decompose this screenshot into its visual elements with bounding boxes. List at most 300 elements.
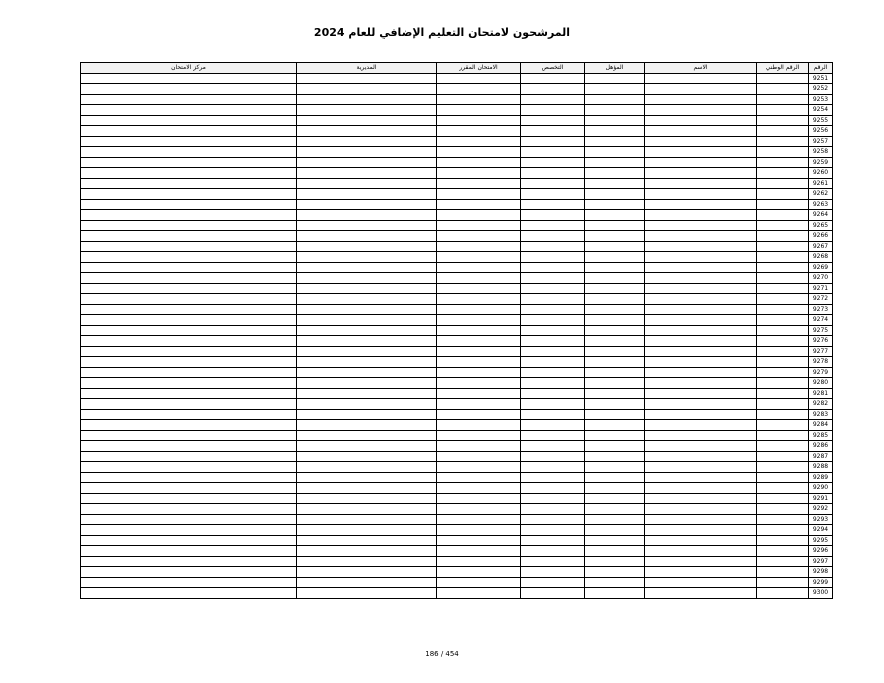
- row-center: [81, 94, 297, 105]
- row-index: 9286: [809, 441, 833, 452]
- row-specialization: [521, 336, 585, 347]
- row-directorate: [297, 115, 437, 126]
- row-national-id: [757, 157, 809, 168]
- row-specialization: [521, 126, 585, 137]
- table-row: [81, 514, 833, 525]
- row-name: [645, 115, 757, 126]
- table-row: [81, 273, 833, 284]
- row-exam: [437, 451, 521, 462]
- row-name: [645, 220, 757, 231]
- table-row: [81, 535, 833, 546]
- row-qualification: [585, 378, 645, 389]
- row-index: 9252: [809, 84, 833, 95]
- row-exam: [437, 514, 521, 525]
- row-qualification: [585, 126, 645, 137]
- row-center: [81, 430, 297, 441]
- row-exam: [437, 493, 521, 504]
- row-index: 9275: [809, 325, 833, 336]
- row-qualification: [585, 409, 645, 420]
- row-national-id: [757, 336, 809, 347]
- row-exam: [437, 199, 521, 210]
- row-center: [81, 189, 297, 200]
- row-qualification: [585, 220, 645, 231]
- row-specialization: [521, 399, 585, 410]
- table-row: [81, 493, 833, 504]
- row-qualification: [585, 420, 645, 431]
- page-number: 186 / 454: [425, 650, 459, 658]
- row-directorate: [297, 73, 437, 84]
- row-specialization: [521, 147, 585, 158]
- row-name: [645, 168, 757, 179]
- row-center: [81, 157, 297, 168]
- row-name: [645, 94, 757, 105]
- row-name: [645, 189, 757, 200]
- row-specialization: [521, 210, 585, 221]
- row-center: [81, 388, 297, 399]
- row-name: [645, 451, 757, 462]
- row-exam: [437, 483, 521, 494]
- row-index: 9263: [809, 199, 833, 210]
- row-specialization: [521, 168, 585, 179]
- row-index: 9262: [809, 189, 833, 200]
- row-index: 9265: [809, 220, 833, 231]
- row-directorate: [297, 147, 437, 158]
- row-qualification: [585, 168, 645, 179]
- row-qualification: [585, 493, 645, 504]
- table-row: [81, 546, 833, 557]
- table-row: [81, 94, 833, 105]
- row-directorate: [297, 493, 437, 504]
- row-directorate: [297, 220, 437, 231]
- row-qualification: [585, 535, 645, 546]
- table-row: [81, 420, 833, 431]
- table-row: [81, 451, 833, 462]
- row-directorate: [297, 105, 437, 116]
- row-national-id: [757, 577, 809, 588]
- row-exam: [437, 252, 521, 263]
- row-center: [81, 556, 297, 567]
- row-specialization: [521, 115, 585, 126]
- table-row: [81, 336, 833, 347]
- table-row: [81, 357, 833, 368]
- row-directorate: [297, 588, 437, 599]
- row-qualification: [585, 430, 645, 441]
- table-row: [81, 567, 833, 578]
- row-index: 9288: [809, 462, 833, 473]
- row-specialization: [521, 588, 585, 599]
- row-index: 9294: [809, 525, 833, 536]
- row-qualification: [585, 273, 645, 284]
- row-index: 9276: [809, 336, 833, 347]
- row-directorate: [297, 472, 437, 483]
- row-qualification: [585, 577, 645, 588]
- row-name: [645, 336, 757, 347]
- row-exam: [437, 210, 521, 221]
- row-qualification: [585, 252, 645, 263]
- row-name: [645, 420, 757, 431]
- row-name: [645, 567, 757, 578]
- row-exam: [437, 430, 521, 441]
- row-name: [645, 546, 757, 557]
- row-index: 9256: [809, 126, 833, 137]
- row-index: 9293: [809, 514, 833, 525]
- row-exam: [437, 189, 521, 200]
- table-row: [81, 126, 833, 137]
- row-name: [645, 210, 757, 221]
- row-national-id: [757, 241, 809, 252]
- row-name: [645, 73, 757, 84]
- row-exam: [437, 315, 521, 326]
- row-name: [645, 273, 757, 284]
- row-national-id: [757, 525, 809, 536]
- row-national-id: [757, 451, 809, 462]
- row-name: [645, 535, 757, 546]
- table-row: [81, 178, 833, 189]
- row-national-id: [757, 388, 809, 399]
- row-national-id: [757, 546, 809, 557]
- row-national-id: [757, 126, 809, 137]
- row-center: [81, 514, 297, 525]
- row-national-id: [757, 252, 809, 263]
- row-specialization: [521, 325, 585, 336]
- row-index: 9279: [809, 367, 833, 378]
- row-qualification: [585, 294, 645, 305]
- row-directorate: [297, 514, 437, 525]
- row-directorate: [297, 367, 437, 378]
- row-name: [645, 157, 757, 168]
- row-exam: [437, 388, 521, 399]
- row-index: 9296: [809, 546, 833, 557]
- row-national-id: [757, 304, 809, 315]
- row-center: [81, 409, 297, 420]
- row-qualification: [585, 462, 645, 473]
- row-specialization: [521, 577, 585, 588]
- row-directorate: [297, 241, 437, 252]
- row-name: [645, 126, 757, 137]
- row-index: 9259: [809, 157, 833, 168]
- row-directorate: [297, 199, 437, 210]
- row-center: [81, 105, 297, 116]
- row-index: 9299: [809, 577, 833, 588]
- row-index: 9255: [809, 115, 833, 126]
- row-specialization: [521, 409, 585, 420]
- row-directorate: [297, 189, 437, 200]
- row-specialization: [521, 388, 585, 399]
- row-national-id: [757, 115, 809, 126]
- row-national-id: [757, 462, 809, 473]
- row-national-id: [757, 378, 809, 389]
- row-qualification: [585, 157, 645, 168]
- table-row: [81, 504, 833, 515]
- row-index: 9273: [809, 304, 833, 315]
- row-qualification: [585, 325, 645, 336]
- row-center: [81, 304, 297, 315]
- row-national-id: [757, 220, 809, 231]
- row-national-id: [757, 441, 809, 452]
- row-specialization: [521, 315, 585, 326]
- table-row: [81, 588, 833, 599]
- header-specialization: التخصص: [521, 63, 585, 74]
- table-row: [81, 262, 833, 273]
- row-index: 9281: [809, 388, 833, 399]
- row-exam: [437, 273, 521, 284]
- row-qualification: [585, 514, 645, 525]
- row-national-id: [757, 399, 809, 410]
- row-index: 9280: [809, 378, 833, 389]
- row-index: 9298: [809, 567, 833, 578]
- row-center: [81, 178, 297, 189]
- row-center: [81, 567, 297, 578]
- row-directorate: [297, 451, 437, 462]
- header-national-id: الرقم الوطني: [757, 63, 809, 74]
- row-specialization: [521, 430, 585, 441]
- row-national-id: [757, 325, 809, 336]
- row-name: [645, 588, 757, 599]
- row-directorate: [297, 336, 437, 347]
- table-row: [81, 525, 833, 536]
- row-specialization: [521, 252, 585, 263]
- table-row: [81, 168, 833, 179]
- row-qualification: [585, 546, 645, 557]
- row-qualification: [585, 136, 645, 147]
- row-specialization: [521, 294, 585, 305]
- row-specialization: [521, 73, 585, 84]
- row-name: [645, 357, 757, 368]
- row-name: [645, 178, 757, 189]
- row-center: [81, 231, 297, 242]
- table-row: [81, 189, 833, 200]
- row-exam: [437, 283, 521, 294]
- row-center: [81, 199, 297, 210]
- row-qualification: [585, 283, 645, 294]
- row-specialization: [521, 241, 585, 252]
- row-national-id: [757, 294, 809, 305]
- row-directorate: [297, 262, 437, 273]
- table-row: [81, 252, 833, 263]
- row-directorate: [297, 325, 437, 336]
- row-directorate: [297, 231, 437, 242]
- row-name: [645, 462, 757, 473]
- row-center: [81, 84, 297, 95]
- row-center: [81, 315, 297, 326]
- row-directorate: [297, 304, 437, 315]
- row-exam: [437, 504, 521, 515]
- row-directorate: [297, 409, 437, 420]
- row-directorate: [297, 136, 437, 147]
- row-qualification: [585, 556, 645, 567]
- table-row: [81, 241, 833, 252]
- row-name: [645, 241, 757, 252]
- row-directorate: [297, 577, 437, 588]
- row-national-id: [757, 483, 809, 494]
- row-exam: [437, 304, 521, 315]
- table-row: [81, 304, 833, 315]
- row-center: [81, 420, 297, 431]
- row-index: 9267: [809, 241, 833, 252]
- row-exam: [437, 357, 521, 368]
- row-name: [645, 147, 757, 158]
- row-center: [81, 462, 297, 473]
- row-center: [81, 399, 297, 410]
- row-exam: [437, 178, 521, 189]
- table-row: [81, 346, 833, 357]
- row-index: 9257: [809, 136, 833, 147]
- row-directorate: [297, 283, 437, 294]
- row-directorate: [297, 315, 437, 326]
- row-directorate: [297, 399, 437, 410]
- row-name: [645, 430, 757, 441]
- header-center: مركز الامتحان: [81, 63, 297, 74]
- row-national-id: [757, 504, 809, 515]
- row-exam: [437, 94, 521, 105]
- row-index: 9260: [809, 168, 833, 179]
- row-index: 9271: [809, 283, 833, 294]
- row-center: [81, 147, 297, 158]
- table-body: [81, 73, 833, 598]
- row-exam: [437, 378, 521, 389]
- row-name: [645, 493, 757, 504]
- row-center: [81, 483, 297, 494]
- row-qualification: [585, 105, 645, 116]
- row-directorate: [297, 294, 437, 305]
- row-name: [645, 346, 757, 357]
- row-national-id: [757, 357, 809, 368]
- table-row: [81, 399, 833, 410]
- table-row: [81, 462, 833, 473]
- table-row: [81, 441, 833, 452]
- row-name: [645, 136, 757, 147]
- row-index: 9284: [809, 420, 833, 431]
- row-qualification: [585, 178, 645, 189]
- row-specialization: [521, 357, 585, 368]
- row-center: [81, 325, 297, 336]
- row-center: [81, 115, 297, 126]
- row-center: [81, 357, 297, 368]
- row-qualification: [585, 346, 645, 357]
- row-exam: [437, 567, 521, 578]
- row-center: [81, 504, 297, 515]
- row-qualification: [585, 199, 645, 210]
- table-row: [81, 472, 833, 483]
- row-directorate: [297, 126, 437, 137]
- row-index: 9283: [809, 409, 833, 420]
- row-directorate: [297, 157, 437, 168]
- row-national-id: [757, 346, 809, 357]
- row-directorate: [297, 483, 437, 494]
- row-directorate: [297, 462, 437, 473]
- table-row: [81, 577, 833, 588]
- row-specialization: [521, 535, 585, 546]
- table-row: [81, 157, 833, 168]
- row-name: [645, 283, 757, 294]
- row-center: [81, 336, 297, 347]
- row-center: [81, 346, 297, 357]
- row-directorate: [297, 252, 437, 263]
- table-row: [81, 430, 833, 441]
- table-row: [81, 294, 833, 305]
- row-exam: [437, 294, 521, 305]
- row-national-id: [757, 262, 809, 273]
- row-specialization: [521, 283, 585, 294]
- row-qualification: [585, 147, 645, 158]
- row-exam: [437, 577, 521, 588]
- row-specialization: [521, 504, 585, 515]
- row-qualification: [585, 399, 645, 410]
- row-specialization: [521, 189, 585, 200]
- row-center: [81, 241, 297, 252]
- row-exam: [437, 420, 521, 431]
- table-row: [81, 220, 833, 231]
- row-exam: [437, 409, 521, 420]
- row-national-id: [757, 84, 809, 95]
- row-exam: [437, 147, 521, 158]
- row-index: 9261: [809, 178, 833, 189]
- row-directorate: [297, 546, 437, 557]
- row-center: [81, 262, 297, 273]
- candidates-table: [80, 62, 833, 599]
- row-national-id: [757, 178, 809, 189]
- row-center: [81, 73, 297, 84]
- row-specialization: [521, 556, 585, 567]
- row-specialization: [521, 136, 585, 147]
- row-national-id: [757, 493, 809, 504]
- row-national-id: [757, 420, 809, 431]
- row-national-id: [757, 556, 809, 567]
- row-specialization: [521, 178, 585, 189]
- row-exam: [437, 220, 521, 231]
- row-national-id: [757, 588, 809, 599]
- row-index: 9289: [809, 472, 833, 483]
- row-national-id: [757, 105, 809, 116]
- row-name: [645, 367, 757, 378]
- row-name: [645, 304, 757, 315]
- row-name: [645, 504, 757, 515]
- row-qualification: [585, 525, 645, 536]
- row-exam: [437, 241, 521, 252]
- row-national-id: [757, 73, 809, 84]
- table-row: [81, 199, 833, 210]
- row-qualification: [585, 241, 645, 252]
- row-exam: [437, 472, 521, 483]
- row-specialization: [521, 441, 585, 452]
- row-qualification: [585, 115, 645, 126]
- row-specialization: [521, 273, 585, 284]
- row-directorate: [297, 441, 437, 452]
- row-national-id: [757, 472, 809, 483]
- header-exam: الامتحان المقرر: [437, 63, 521, 74]
- row-exam: [437, 441, 521, 452]
- row-name: [645, 483, 757, 494]
- row-center: [81, 472, 297, 483]
- table-row: [81, 378, 833, 389]
- row-directorate: [297, 556, 437, 567]
- row-directorate: [297, 567, 437, 578]
- table-row: [81, 409, 833, 420]
- row-specialization: [521, 472, 585, 483]
- row-directorate: [297, 346, 437, 357]
- row-specialization: [521, 84, 585, 95]
- row-qualification: [585, 504, 645, 515]
- row-index: 9290: [809, 483, 833, 494]
- row-index: 9266: [809, 231, 833, 242]
- row-qualification: [585, 588, 645, 599]
- row-national-id: [757, 94, 809, 105]
- row-name: [645, 378, 757, 389]
- table-row: [81, 147, 833, 158]
- row-index: 9251: [809, 73, 833, 84]
- row-index: 9295: [809, 535, 833, 546]
- row-directorate: [297, 430, 437, 441]
